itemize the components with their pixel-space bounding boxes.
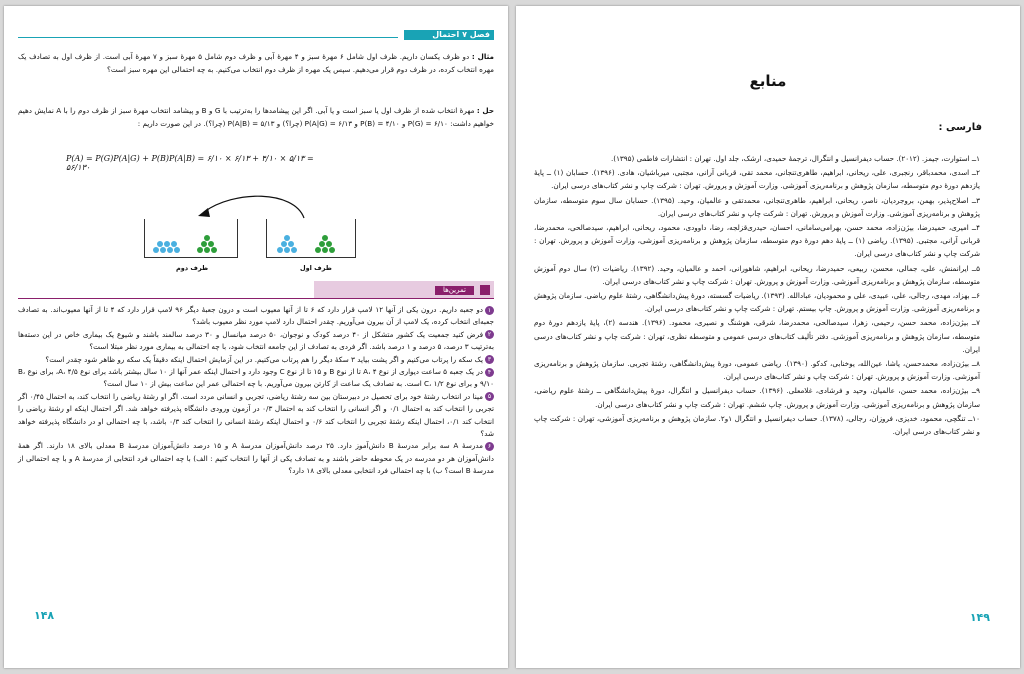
marble	[319, 241, 325, 247]
total-probability-formula: P(A) = P(G)P(A|G) + P(B)P(A|B) = ۶/۱۰ × ۶/۱۳ + ۴/۱۰ × ۵/۱۳ = ۵۶/۱۳۰	[66, 154, 314, 172]
exercise-item	[18, 366, 494, 391]
exercise-text: دو جعبه داریم. درون یکی از آنها ۱۲ لامپ قرار دارد که ۶ تا از آنها معیوب است و درون جعبهٔ دیگر ۹۶ لامپ قرار دارد که ۴ تا از آنها معیوب‌اند. به تصادف جعبه‌ای انتخاب کرده، یک لامپ از آن بیرون می‌آوریم. چقدر احتمال دارد لامپ مورد نظر معیوب باشد؟	[18, 305, 494, 327]
exercise-text: در یک جعبه ۵ ساعت دیواری از نوع A، ۴ تا از نوع B و ۱۵ تا از نوع C وجود دارد و احتمال اینکه عمر آنها از ۱۰ سال بیشتر باشد برای نوع A، ۴/۵، برای نوع B، ۹/۱۰ و برای نوع C، ۱/۲ است. به تصادف یک ساعت از کارتن بیرون می‌آوریم. با چه احتمالی عمر این ساعت بیش از ۱۰ سال است؟	[18, 367, 494, 389]
marble	[322, 235, 328, 241]
exercise-number: ۱	[485, 306, 494, 315]
marble	[153, 247, 159, 253]
marble	[326, 241, 332, 247]
solution-text: مهرهٔ انتخاب شده از ظرف اول یا سبز است و یا آبی. اگر این پیشامدها را به‌ترتیب با G و B و پیشامد انتخاب مهرهٔ سبز از ظرف دوم را با A نمایش دهیم خواهیم داشت: ۶/۱۰ = P(G) و ۴/۱۰ = P(B) و ۶/۱۳ = P(A|G) (چرا؟) و ۵/۱۳ = P(A|B) (چرا؟). در این صورت داریم :	[18, 106, 494, 128]
reference-item: ۱۰ــ تنگچی، محمود، خدیزی، فروزان، رجالی، (۱۳۷۸). حساب دیفرانسیل و انتگرال ۱و۲. سازمان پژوهش و برنامه‌ریزی آموزشی، تهران : شرکت چاپ و نشر کتاب‌های درسی ایران.	[534, 413, 980, 437]
urn-second	[144, 219, 238, 258]
chapter-header	[18, 28, 494, 42]
marble	[208, 241, 214, 247]
caption-first-urn: ظرف اول	[300, 264, 332, 272]
exercise-number: ۶	[485, 442, 494, 451]
reference-item: ۶ــ بهزاد، مهدی، رجالی، علی، عبیدی، علی و محمودیان، عبادالله. (۱۳۹۳). ریاضیات گسسته، دورهٔ پیش‌دانشگاهی، رشتهٔ علوم ریاضی. سازمان پژوهش و برنامه‌ریزی آموزشی. وزارت آموزش و پرورش. چاپ بیستم. تهران : شرکت چاپ و نشر کتاب‌های درسی ایران.	[534, 291, 980, 314]
marble	[315, 247, 321, 253]
marble	[329, 247, 335, 253]
page-148	[4, 6, 508, 668]
solution-label: حل :	[476, 106, 494, 115]
exercise-text: فرض کنید جمعیت یک کشور متشکل از ۴۰ درصد کودک و نوجوان، ۵۰ درصد میانسال و ۳۰ درصد سالمند باشند و شیوع یک بیماری خاص در این دسته‌ها به‌ترتیب ۳ درصد، ۵ درصد و ۱ درصد باشد. اگر فردی به تصادف از این جامعه انتخاب شود، با چه احتمالی به بیماری مورد نظر مبتلا است؟	[18, 329, 494, 352]
marble	[201, 241, 207, 247]
exercise-number: ۴	[485, 368, 494, 377]
reference-item: ۷ــ بیژن‌زاده، محمد حسن، رحیمی، زهرا، سیدصالحی، محمدرضا، شرقی، هوشنگ و نصیری، محمود. (۱۳۹۶). هندسه (۲)، پایهٔ یازدهم دورهٔ دوم متوسطه، سازمان پژوهش و برنامه‌ریزی آموزشی. دفتر تألیف کتاب‌های درسی عمومی و متوسطه نظری، تهران : شرکت چاپ و نشر کتاب‌های درسی ایران.	[534, 318, 980, 354]
exercise-item	[18, 440, 494, 477]
reference-item: ۲ــ اسدی، محمدباقر، رنجبری، علی، ریحانی، ابراهیم، طاهری‌تنجانی، محمد تقی، قربانی آرانی، مجتبی، میرباشیان، هادی. (۱۳۹۶). حسابان (۱) ــ پایهٔ یازدهم دورهٔ دوم متوسطه، سازمان پژوهش و برنامه‌ریزی آموزشی. وزارت آموزش و پرورش. تهران : شرکت چاپ و نشر کتاب‌های درسی ایران.	[534, 168, 980, 191]
caption-second-urn: ظرف دوم	[176, 264, 209, 272]
example-block	[18, 50, 494, 76]
header-bar	[404, 30, 494, 40]
urn-first	[266, 219, 356, 258]
marble	[171, 241, 177, 247]
exercises-header	[314, 281, 494, 299]
exercise-number: ۵	[485, 392, 494, 401]
exercise-number: ۲	[485, 330, 494, 339]
exercise-item	[18, 391, 494, 441]
exercises-title: تمرین‌ها	[435, 286, 474, 295]
example-text: دو ظرف یکسان داریم. ظرف اول شامل ۶ مهرهٔ سبز و ۴ مهرهٔ آبی و ظرف دوم شامل ۵ مهرهٔ سبز و ۷ مهرهٔ آبی است. از ظرف اول به تصادف یک مهره انتخاب کرده، در ظرف دوم قرار می‌دهیم. سپس یک مهره از ظرف دوم انتخاب می‌کنیم. به چه احتمالی این مهره سبز است؟	[18, 52, 494, 74]
marble	[284, 235, 290, 241]
reference-item: ۵ــ ایرانمنش، علی، جمالی، محسن، ربیعی، حمیدرضا، ریحانی، ابراهیم، شاهورانی، احمد و عالمیان، وحید. (۱۳۹۲). ریاضیات (۲) سال دوم آموزش متوسطه، سازمان پژوهش و برنامه‌ریزی آموزشی. وزارت آموزش و پرورش. تهران : شرکت چاپ و نشر کتاب‌های درسی ایران.	[534, 263, 980, 286]
marble	[204, 247, 210, 253]
page-number-left: ۱۴۸	[34, 609, 55, 622]
section-persian: فارسی :	[938, 122, 982, 133]
marble	[211, 247, 217, 253]
marble	[174, 247, 180, 253]
reference-item: ۹ــ بیژن‌زاده، محمد حسن، عالمیان، وحید و فرشادی، غلامعلی. (۱۳۹۶). حساب دیفرانسیل و انتگرال، دورهٔ پیش‌دانشگاهی ــ رشتهٔ علوم ریاضی، سازمان پژوهش و برنامه‌ریزی آموزشی. وزارت آموزش و پرورش. چاپ ششم. تهران : شرکت چاپ و نشر کتاب‌های درسی ایران.	[534, 386, 981, 409]
marble	[157, 241, 163, 247]
solution-block	[18, 104, 494, 130]
marble	[281, 241, 287, 247]
chapter-title: فصل ۷ احتمال	[432, 30, 490, 39]
marble	[277, 247, 283, 253]
marble	[322, 247, 328, 253]
reference-item: ۴ــ امیری، حمیدرضا، بیژن‌زاده، محمد حسن، بهرامی‌سامانی، احسان، حیدری‌قزلجه، رضا، داوودی، محمود، ریحانی، ابراهیم، سیدصالحی، محمدرضا، قربانی آرانی، مجتبی. (۱۳۹۵). ریاضی (۱) ــ پایهٔ دهم دورهٔ دوم متوسطه، سازمان پژوهش و برنامه‌ریزی آموزشی، وزارت آموزش و پرورش. تهران : شرکت چاپ و نشر کتاب‌های درسی ایران.	[534, 223, 981, 259]
exercise-text: یک سکه را پرتاب می‌کنیم و اگر پشت بیاید ۳ سکهٔ دیگر را هم پرتاب می‌کنیم. در این آزمایش احتمال اینکه دقیقاً یک سکه رو ظاهر شود چقدر است؟	[45, 354, 483, 364]
exercises-marker	[480, 285, 490, 295]
marble	[288, 241, 294, 247]
marble	[164, 241, 170, 247]
marble	[284, 247, 290, 253]
exercise-item	[18, 329, 494, 354]
exercises-rule	[18, 298, 494, 299]
exercise-number: ۳	[485, 355, 494, 364]
reference-list	[534, 152, 980, 439]
marble	[204, 235, 210, 241]
reference-item: ۳ــ اصلاح‌پذیر، بهمن، بروجردیان، ناصر، ریحانی، ابراهیم، طاهری‌تنجانی، محمدتقی و عالمیان، وحید. (۱۳۹۵). حسابان سال سوم متوسطه، سازمان پژوهش و برنامه‌ریزی آموزشی. وزارت آموزش و پرورش. تهران : شرکت چاپ و نشر کتاب‌های درسی ایران.	[534, 195, 980, 218]
exercise-text: مینا در انتخاب رشتهٔ خود برای تحصیل در دبیرستان بین سه رشتهٔ ریاضی، تجربی و انسانی مردد است. اگر او رشتهٔ ریاضی را انتخاب کند، به احتمال ۰/۴۵ اگر تجربی را انتخاب کند به احتمال ۰/۱ و اگر انسانی را انتخاب کند به احتمال ۰/۳ در آزمون ورودی دانشگاه پذیرفته خواهد شد. اگر احتمال اینکه او رشتهٔ ریاضی را انتخاب کند ۰/۱، احتمال اینکه رشتهٔ تجربی را انتخاب کند ۰/۶ و احتمال اینکه رشتهٔ انسانی را انتخاب کند ۰/۳ باشد، با چه احتمالی او در دانشگاه پذیرفته خواهد شد؟	[18, 391, 495, 439]
exercise-item	[18, 304, 494, 329]
marble	[197, 247, 203, 253]
exercise-list	[18, 304, 494, 478]
page-149	[516, 6, 1020, 668]
exercise-item	[18, 354, 494, 366]
marble	[167, 247, 173, 253]
example-label: مثال :	[471, 52, 494, 61]
marble	[160, 247, 166, 253]
reference-item: ۸ــ بیژن‌زاده، محمدحسن، یاشا، عین‌الله، یوخنابی، کدکو. (۱۳۹۰). ریاضی عمومی، دورهٔ پیش‌دانشگاهی، رشتهٔ تجربی. سازمان پژوهش و برنامه‌ریزی آموزشی. وزارت آموزش و پرورش. تهران : شرکت چاپ و نشر کتاب‌های درسی ایران.	[534, 359, 980, 382]
reference-item: ۱ــ استوارت، جیمز. (۲۰۱۲). حساب دیفرانسیل و انتگرال، ترجمهٔ حمیدی، ارشک، جلد اول. تهران : انتشارات فاطمی (۱۳۹۵).	[610, 154, 980, 163]
exercise-text: مدرسهٔ A سه برابر مدرسهٔ B دانش‌آموز دارد. ۲۵ درصد دانش‌آموزان مدرسهٔ A و ۱۵ درصد دانش‌آموزان مدرسهٔ B معدلی بالای ۱۸ دارند. اگر همهٔ دانش‌آموزان هر دو مدرسه در یک محوطه حاضر باشند و به تصادف یکی از آنها را انتخاب کنیم : الف) با چه احتمالی فرد انتخابی از مدرسهٔ A و با چه احتمالی از مدرسهٔ B است؟ ب) با چه احتمالی فرد انتخابی معدلی بالای ۱۸ دارد؟	[18, 441, 494, 476]
page-title: منابع	[749, 72, 787, 90]
header-rule	[18, 37, 398, 38]
page-number-right: ۱۴۹	[969, 611, 990, 624]
marble	[291, 247, 297, 253]
